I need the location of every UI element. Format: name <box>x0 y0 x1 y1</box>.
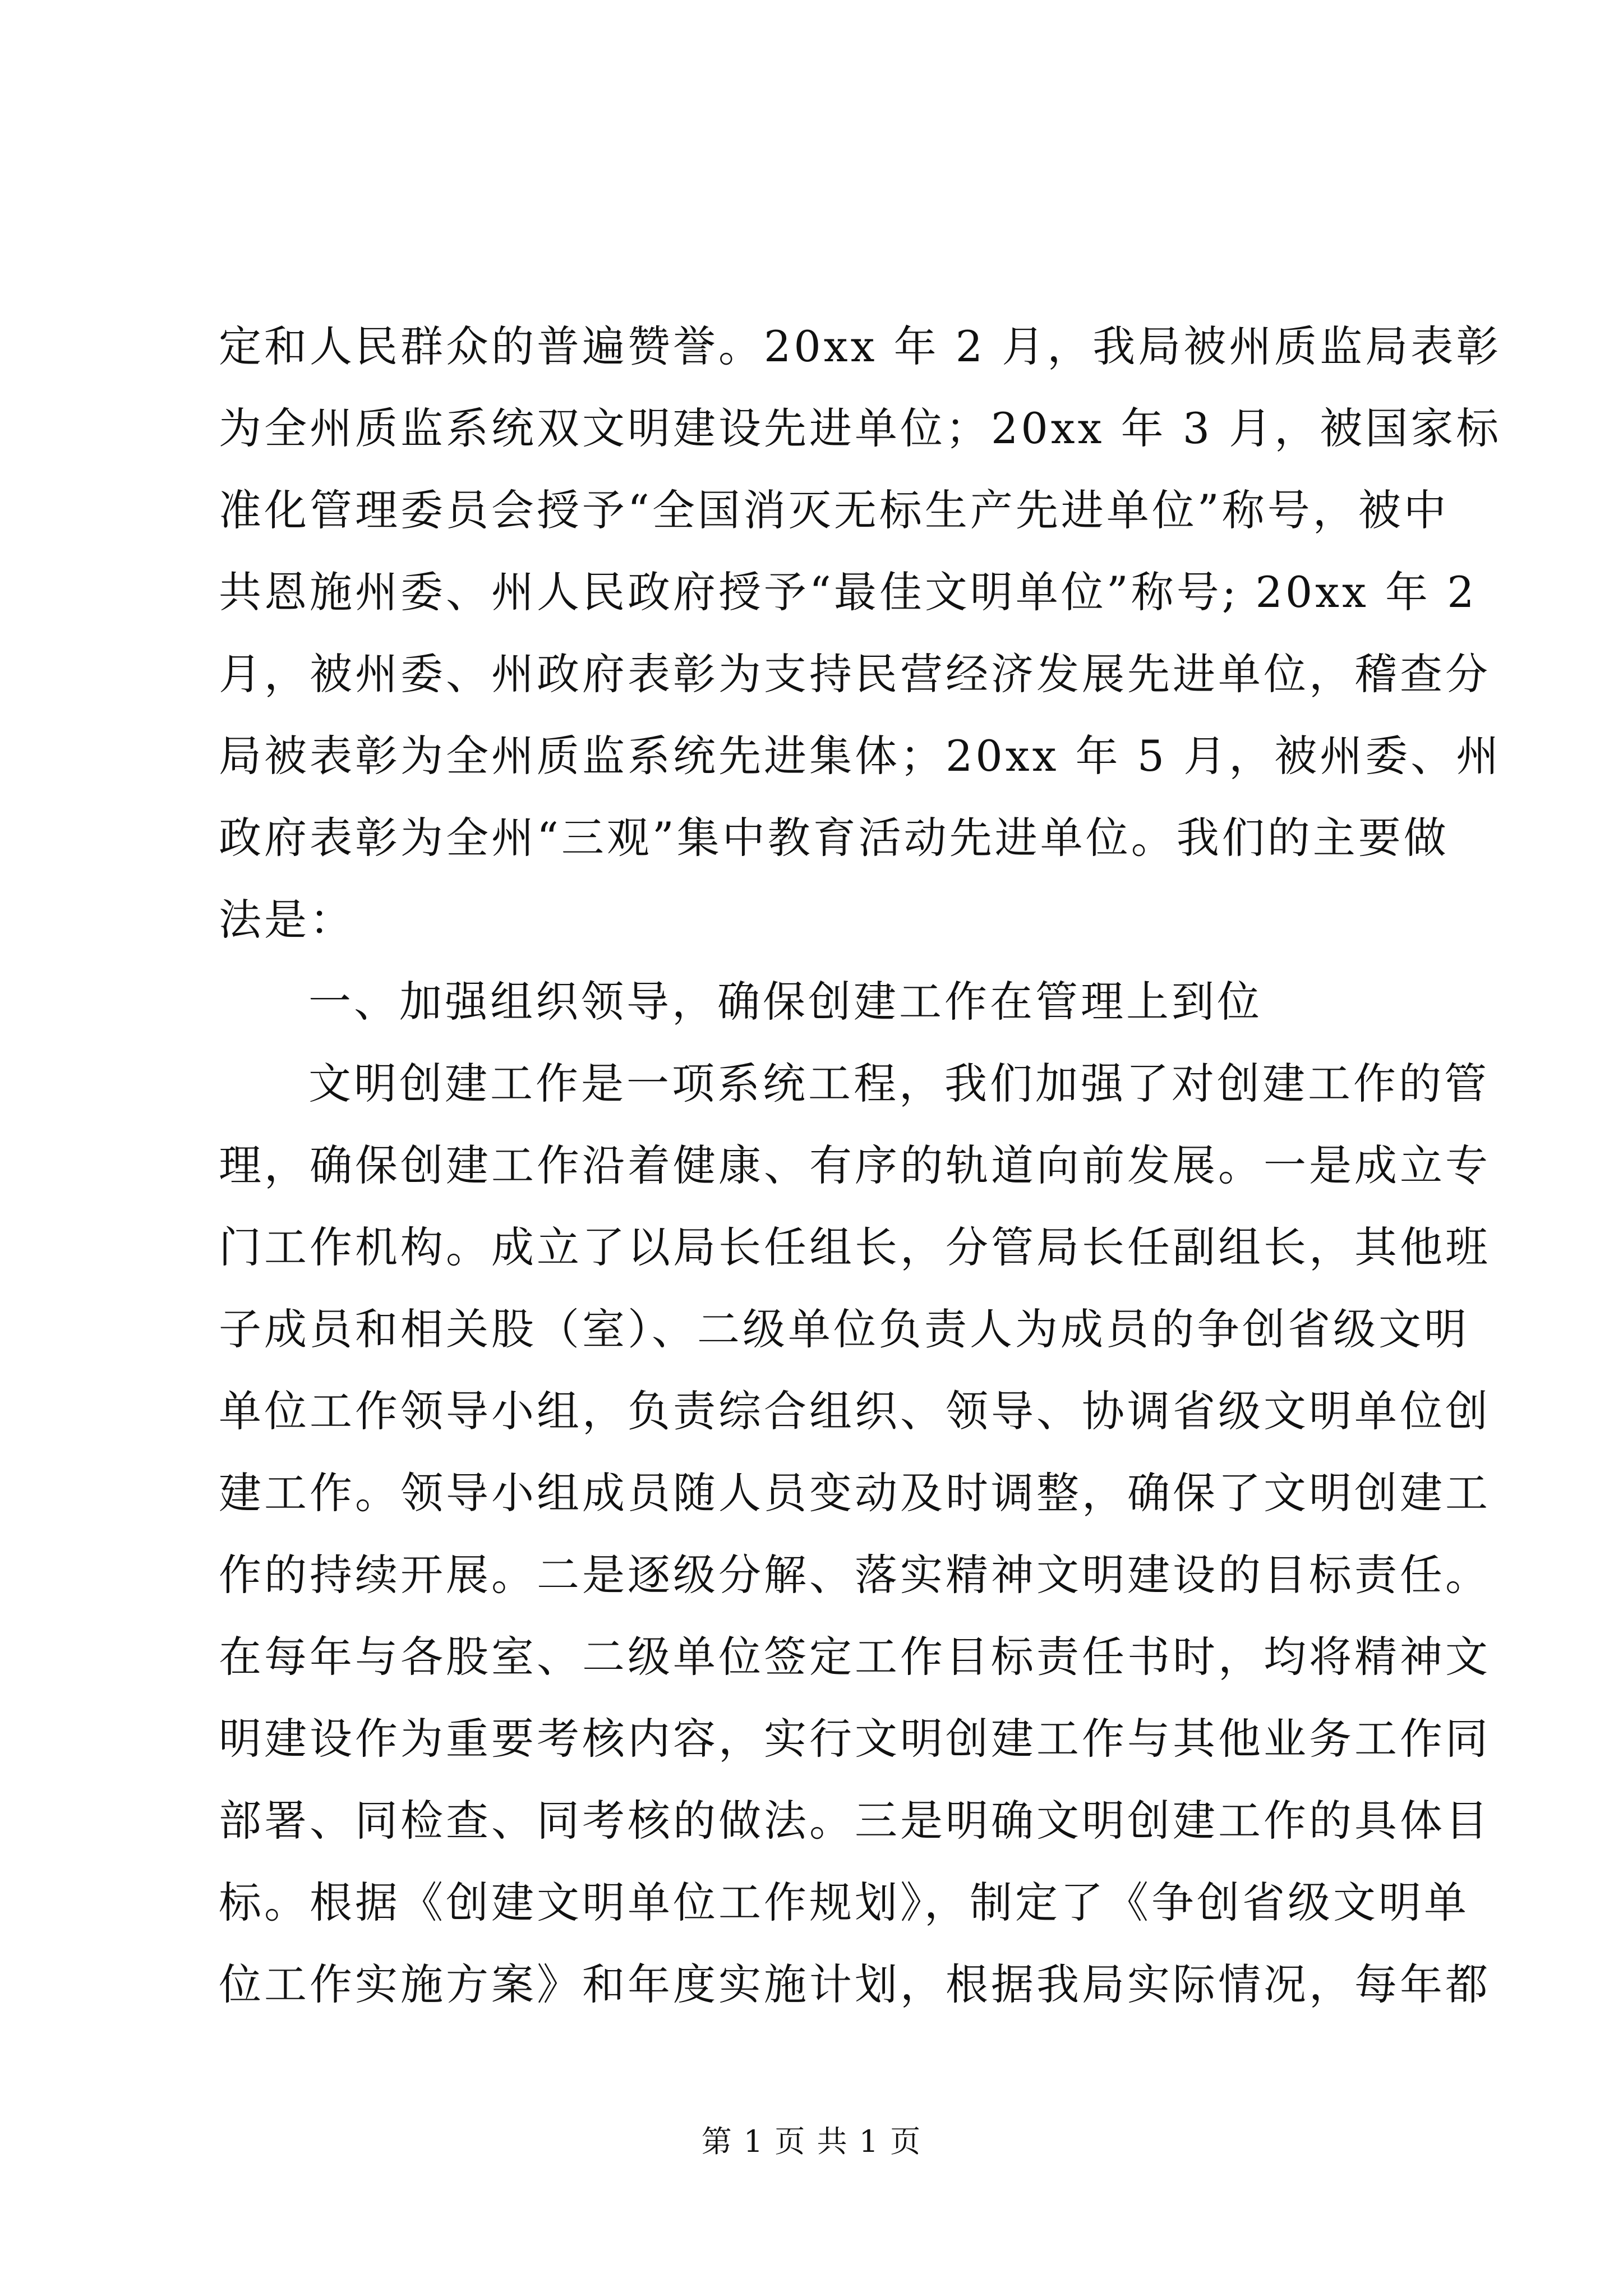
text-line: 位工作实施方案》和年度实施计划，根据我局实际情况，每年都 <box>219 1959 1491 2009</box>
paragraph-start-line: 文明创建工作是一项系统工程，我们加强了对创建工作的管 <box>308 1059 1490 1108</box>
page-footer: 第 1 页 共 1 页 <box>701 2124 922 2159</box>
text-line: 标。根据《创建文明单位工作规划》，制定了《争创省级文明单 <box>219 1878 1469 1927</box>
text-line: 局被表彰为全州质监系统先进集体；20xx 年 5 月，被州委、州 <box>219 731 1502 781</box>
text-line: 明建设作为重要考核内容，实行文明创建工作与其他业务工作同 <box>219 1714 1491 1764</box>
document-body <box>219 306 1502 2026</box>
text-line: 作的持续开展。二是逐级分解、落实精神文明建设的目标责任。 <box>219 1550 1491 1600</box>
text-line: 法是： <box>219 895 355 945</box>
text-line: 为全州质监系统双文明建设先进单位；20xx 年 3 月，被国家标 <box>219 403 1502 453</box>
text-line: 理，确保创建工作沿着健康、有序的轨道向前发展。一是成立专 <box>219 1140 1491 1190</box>
text-line: 在每年与各股室、二级单位签定工作目标责任书时，均将精神文 <box>219 1632 1491 1682</box>
text-line: 单位工作领导小组，负责综合组织、领导、协调省级文明单位创 <box>219 1386 1491 1436</box>
text-line: 门工作机构。成立了以局长任组长，分管局长任副组长，其他班 <box>219 1222 1491 1272</box>
text-line: 共恩施州委、州人民政府授予“最佳文明单位”称号; 20xx 年 2 <box>219 567 1477 617</box>
text-line: 月，被州委、州政府表彰为支持民营经济发展先进单位，稽查分 <box>219 649 1491 699</box>
text-line: 准化管理委员会授予“全国消灭无标生产先进单位”称号，被中 <box>219 485 1449 535</box>
text-line: 部署、同检查、同考核的做法。三是明确文明创建工作的具体目 <box>219 1796 1491 1846</box>
text-line: 建工作。领导小组成员随人员变动及时调整，确保了文明创建工 <box>219 1468 1491 1518</box>
text-line: 定和人民群众的普遍赞誉。20xx 年 2 月，我局被州质监局表彰 <box>219 321 1502 371</box>
section-heading: 一、加强组织领导，确保创建工作在管理上到位 <box>308 977 1262 1027</box>
text-line: 政府表彰为全州“三观”集中教育活动先进单位。我们的主要做 <box>219 813 1449 863</box>
text-line: 子成员和相关股（室）、二级单位负责人为成员的争创省级文明 <box>219 1304 1469 1354</box>
